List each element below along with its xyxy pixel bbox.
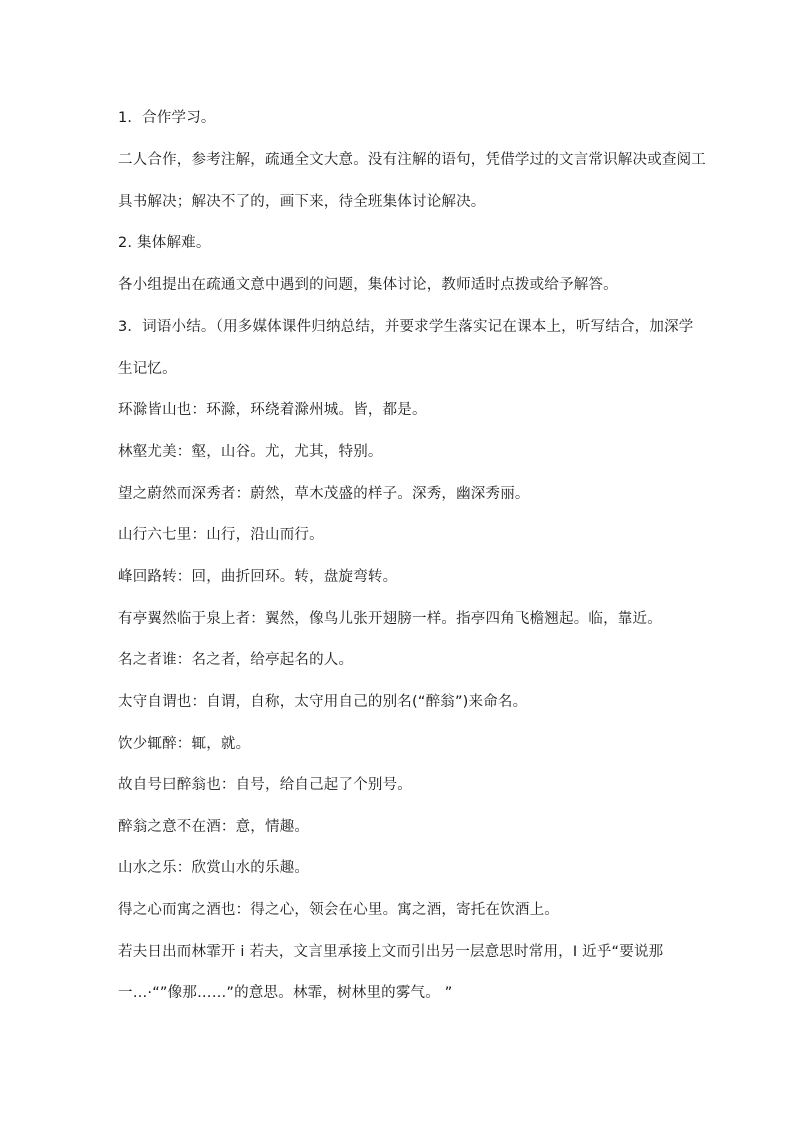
- vocabulary-entry: 山水之乐：欣赏山水的乐趣。: [118, 860, 310, 876]
- vocabulary-entry: 得之心而寓之酒也：得之心，领会在心里。寓之酒，寄托在饮酒上。: [118, 902, 559, 918]
- vocabulary-entry: 饮少辄醉：辄，就。: [118, 736, 251, 752]
- vocabulary-entry: 醉翁之意不在酒：意，情趣。: [118, 819, 310, 835]
- vocabulary-entry: 若夫日出而林霏开 i 若夫，文言里承接上文而引出另一层意思时常用，I 近乎“要说那: [118, 944, 664, 960]
- vocabulary-entry: 环滁皆山也：环滁，环绕着滁州城。皆，都是。: [118, 402, 427, 418]
- paragraph-line: 各小组提出在疏通文意中遇到的问题，集体讨论，教师适时点拨或给予解答。: [118, 277, 618, 293]
- paragraph-line: 具书解决；解决不了的，画下来，待全班集体讨论解决。: [118, 194, 486, 210]
- section-heading-vocabulary-summary: 3．词语小结。（用多媒体课件归纳总结，并要求学生落实记在课本上，听写结合，加深学: [118, 319, 694, 335]
- vocabulary-entry: 山行六七里：山行，沿山而行。: [118, 527, 324, 543]
- vocabulary-entry: 有亭翼然临于泉上者：翼然，像鸟儿张开翅膀一样。指亭四角飞檐翘起。临，靠近。: [118, 611, 662, 627]
- section-heading-group-discussion: 2. 集体解难。: [118, 235, 211, 251]
- vocabulary-entry: 林壑尤美：壑，山谷。尤，尤其，特别。: [118, 444, 383, 460]
- vocabulary-entry: 峰回路转：回，曲折回环。转，盘旋弯转。: [118, 569, 398, 585]
- paragraph-line: 生记忆。: [118, 361, 177, 377]
- vocabulary-entry: 名之者谁：名之者，给亭起名的人。: [118, 652, 354, 668]
- section-heading-cooperative-learning: 1．合作学习。: [118, 110, 216, 126]
- vocabulary-entry: 太守自谓也：自谓，自称，太守用自己的别名(“醉翁”)来命名。: [118, 694, 528, 710]
- vocabulary-entry: 望之蔚然而深秀者：蔚然，草木茂盛的样子。深秀，幽深秀丽。: [118, 486, 530, 502]
- vocabulary-entry: 故自号曰醉翁也：自号，给自己起了个别号。: [118, 777, 412, 793]
- paragraph-line: 二人合作，参考注解，疏通全文大意。没有注解的语句，凭借学过的文言常识解决或查阅工: [118, 152, 706, 168]
- vocabulary-entry: 一…·“”像那……”的意思。林霏，树林里的雾气。 ”: [118, 985, 453, 1001]
